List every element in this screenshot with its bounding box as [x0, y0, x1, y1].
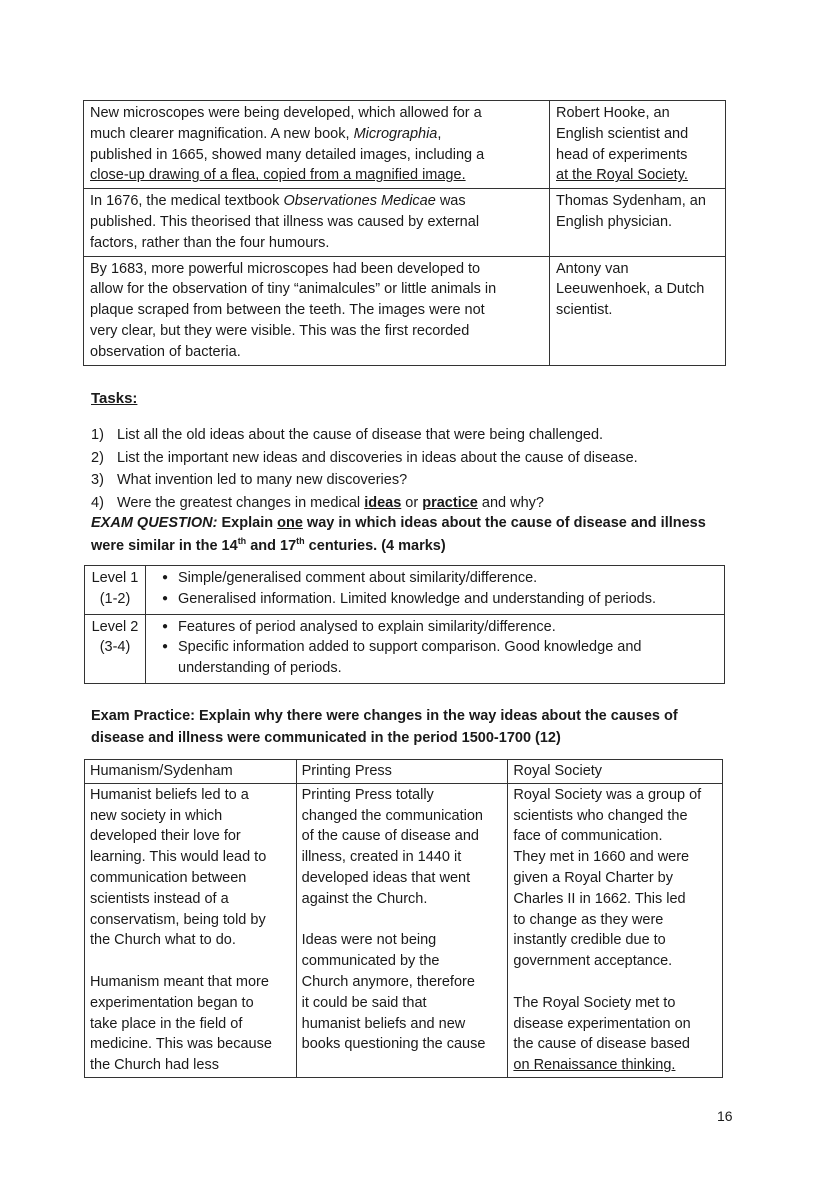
level-row [85, 566, 725, 615]
text-line: learning. This would lead to [90, 849, 267, 866]
level-descriptor-cell [146, 614, 725, 683]
text-line: it could be said that [301, 994, 427, 1011]
level-label-cell [85, 566, 146, 615]
text-line: Humanism meant that more [90, 973, 269, 990]
column-cell [508, 783, 723, 1077]
text-line: disease experimentation on [513, 1015, 691, 1032]
text-line: observation of bacteria. [90, 343, 241, 360]
text-line: humanist beliefs and new [301, 1015, 466, 1032]
paragraph-gap [302, 910, 503, 931]
text-line: conservatism, being told by [90, 911, 266, 928]
text-line: Simple/generalised comment about similarity/difference. [178, 570, 538, 586]
table-row [84, 256, 726, 365]
text-line: Specific information added to support comparison. Good knowledge and [178, 639, 642, 656]
text-line: close-up drawing of a flea, copied from a magnified image. [90, 167, 466, 184]
page-number: 16 [717, 1108, 733, 1124]
text-line: Generalised information. Limited knowledge and understanding of periods. [178, 590, 656, 607]
text-line: Church anymore, therefore [301, 973, 475, 990]
discovery-cell [84, 189, 550, 256]
text-line: scientist. [556, 302, 613, 319]
scientist-cell [550, 189, 726, 256]
text-line: The Royal Society met to [513, 994, 676, 1011]
text-line: Printing Press totally [301, 786, 434, 803]
text-line: Features of period analysed to explain similarity/difference. [178, 618, 556, 635]
text-line: at the Royal Society. [556, 167, 688, 184]
text-line: changed the communication [301, 807, 483, 824]
bullet-item [152, 589, 718, 610]
text-line: plaque scraped from between the teeth. The images were not [90, 302, 485, 319]
text-line: the Church what to do. [90, 932, 236, 949]
text-line: Humanist beliefs led to a [90, 786, 249, 803]
column-cell [296, 783, 508, 1077]
scientist-cell [550, 101, 726, 189]
text-line: By 1683, more powerful microscopes had been developed to [90, 260, 481, 277]
text-line: instantly credible due to [513, 932, 666, 949]
column-header: Royal Society [508, 760, 723, 784]
bullet-icon: ● [161, 641, 169, 653]
text-line: communicated by the [301, 953, 440, 970]
column-cell [85, 783, 297, 1077]
text-line: medicine. This was because [90, 1036, 272, 1053]
text-line: take place in the field of [90, 1015, 243, 1032]
scientist-cell [550, 256, 726, 365]
paragraph-gap [513, 972, 717, 993]
text-line: understanding of periods. [178, 660, 342, 677]
text-line: Royal Society was a group of [513, 786, 702, 803]
level-label-cell [85, 614, 146, 683]
text-line: the cause of disease based [513, 1036, 690, 1053]
text-line: scientists instead of a [90, 890, 229, 907]
text-line: New microscopes were being developed, which allowed for a [90, 105, 482, 121]
task-item: 2) List the important new ideas and discoveries in ideas about the cause of disease. [91, 449, 638, 466]
text-line: English physician. [556, 213, 673, 230]
text-line: developed ideas that went [301, 869, 471, 886]
bullet-item [152, 637, 718, 658]
bullet-icon: ● [161, 620, 169, 632]
discovery-cell [84, 256, 550, 365]
bullet-icon: ● [161, 592, 169, 604]
level-name: Level 1 [91, 570, 139, 586]
text-line: the Church had less [90, 1057, 219, 1074]
header-row [85, 760, 723, 784]
text-line: on Renaissance thinking. [513, 1057, 676, 1074]
text-line: Ideas were not being [301, 932, 437, 949]
exam-question: EXAM QUESTION: Explain one way in which ideas about the cause of disease and illness were similar in the 14th and 17th centuries. (4 marks) [91, 515, 706, 554]
text-line: against the Church. [301, 890, 428, 907]
text-line: government acceptance. [513, 953, 673, 970]
text-line: of the cause of disease and [301, 828, 479, 845]
task-item: 1) List all the old ideas about the cause of disease that were being challenged. [91, 427, 604, 443]
bullet-item [152, 617, 718, 638]
table-row [84, 189, 726, 256]
level-range: (1-2) [99, 590, 131, 607]
text-line: They met in 1660 and were [513, 849, 690, 866]
text-line: developed their love for [90, 828, 241, 845]
text-line: head of experiments [556, 146, 688, 163]
table-row [85, 783, 723, 1077]
text-line: Charles II in 1662. This led [513, 890, 686, 907]
text-line: Antony van [556, 260, 629, 277]
text-line: given a Royal Charter by [513, 869, 673, 886]
text-line: communication between [90, 869, 247, 886]
bullet-icon: ● [161, 572, 169, 583]
text-line: factors, rather than the four humours. [90, 234, 330, 251]
text-line: illness, created in 1440 it [301, 849, 462, 866]
tasks-list [91, 424, 638, 514]
text-line: published in 1665, showed many detailed images, including a [90, 146, 485, 163]
text-line: published. This theorised that illness was caused by external [90, 213, 480, 230]
text-line: Thomas Sydenham, an [556, 193, 706, 210]
text-line: In 1676, the medical textbook Observationes Medicae was [90, 193, 466, 210]
mark-scheme-table [84, 565, 725, 684]
text-line: new society in which [90, 807, 223, 824]
discovery-cell [84, 101, 550, 189]
text-line: allow for the observation of tiny “animalcules” or little animals in [90, 281, 497, 298]
table-row [84, 101, 726, 189]
text-line: to change as they were [513, 911, 664, 928]
text-line: much clearer magnification. A new book, Micrographia, [90, 125, 442, 142]
text-line: experimentation began to [90, 994, 254, 1011]
exam-practice-heading: Exam Practice: Explain why there were changes in the way ideas about the causes of disease and illness were communicated in the period 1500-1700 (12) [91, 708, 678, 746]
text-line: scientists who changed the [513, 807, 688, 824]
paragraph-gap [90, 951, 291, 972]
bullet-item [152, 568, 718, 589]
column-header: Printing Press [296, 760, 508, 784]
text-line: Leeuwenhoek, a Dutch [556, 281, 705, 298]
level-descriptor-cell [146, 566, 725, 615]
communication-table [84, 759, 723, 1078]
text-line: face of communication. [513, 828, 663, 845]
task-item: 3) What invention led to many new discoveries? [91, 472, 408, 488]
text-line: English scientist and [556, 125, 689, 142]
level-range: (3-4) [99, 639, 131, 656]
text-line: Robert Hooke, an [556, 105, 670, 121]
scientists-table [83, 100, 726, 366]
column-header: Humanism/Sydenham [85, 760, 297, 784]
level-row [85, 614, 725, 683]
tasks-heading: Tasks: [91, 390, 138, 407]
text-line: books questioning the cause [301, 1036, 486, 1053]
text-line: very clear, but they were visible. This was the first recorded [90, 322, 470, 339]
task-item: 4) Were the greatest changes in medical ideas or practice and why? [91, 494, 544, 511]
level-name: Level 2 [91, 618, 139, 635]
